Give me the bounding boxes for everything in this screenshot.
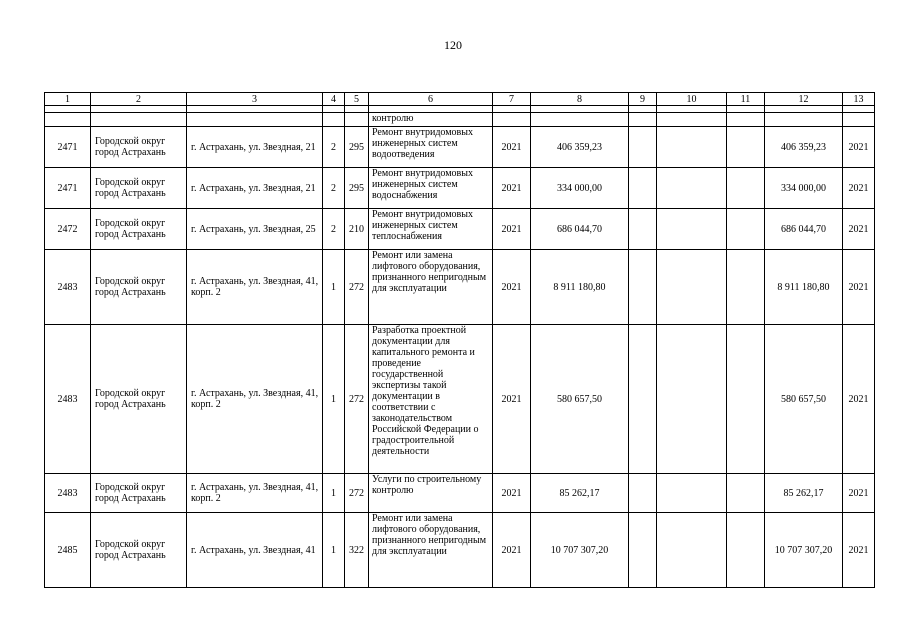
column-11-cell — [727, 127, 765, 168]
municipality-cell: Городской округ город Астрахань — [91, 513, 187, 588]
cost-cell: 580 657,50 — [531, 325, 629, 474]
work-type-cell: Ремонт или замена лифтового оборудования, признанного непригодным для эксплуатации — [369, 250, 493, 325]
column-4-cell: 1 — [323, 325, 345, 474]
completion-year-cell: 2021 — [843, 513, 875, 588]
house-number-cell: 2472 — [45, 209, 91, 250]
house-number-cell: 2471 — [45, 127, 91, 168]
column-10-cell — [657, 250, 727, 325]
total-cost-cell: 406 359,23 — [765, 127, 843, 168]
column-9-cell — [629, 127, 657, 168]
work-type-cell: контролю — [369, 113, 493, 127]
work-type-cell: Услуги по строительному контролю — [369, 474, 493, 513]
column-10-cell — [657, 513, 727, 588]
column-10-cell — [657, 168, 727, 209]
table-row — [45, 325, 875, 474]
house-number-cell: 2485 — [45, 513, 91, 588]
column-11-cell — [727, 209, 765, 250]
column-header: 11 — [727, 93, 765, 106]
address-cell: г. Астрахань, ул. Звездная, 21 — [187, 168, 323, 209]
cost-cell: 686 044,70 — [531, 209, 629, 250]
column-header: 5 — [345, 93, 369, 106]
column-10-cell — [657, 127, 727, 168]
address-cell: г. Астрахань, ул. Звездная, 41, корп. 2 — [187, 474, 323, 513]
column-5-cell: 210 — [345, 209, 369, 250]
cost-cell: 10 707 307,20 — [531, 513, 629, 588]
table-row — [45, 168, 875, 209]
column-header: 7 — [493, 93, 531, 106]
year-cell: 2021 — [493, 325, 531, 474]
column-5-cell: 295 — [345, 127, 369, 168]
column-10-cell — [657, 474, 727, 513]
column-10-cell — [657, 209, 727, 250]
table-row — [45, 127, 875, 168]
completion-year-cell: 2021 — [843, 325, 875, 474]
column-header: 10 — [657, 93, 727, 106]
work-type-cell: Ремонт внутридомовых инженерных систем водоснабжения — [369, 168, 493, 209]
table-row — [45, 209, 875, 250]
year-cell: 2021 — [493, 474, 531, 513]
completion-year-cell: 2021 — [843, 250, 875, 325]
total-cost-cell: 580 657,50 — [765, 325, 843, 474]
table-row — [45, 250, 875, 325]
column-header: 9 — [629, 93, 657, 106]
column-4-cell: 2 — [323, 127, 345, 168]
column-header: 6 — [369, 93, 493, 106]
year-cell: 2021 — [493, 209, 531, 250]
work-type-cell: Ремонт внутридомовых инженерных систем теплоснабжения — [369, 209, 493, 250]
column-9-cell — [629, 513, 657, 588]
total-cost-cell: 10 707 307,20 — [765, 513, 843, 588]
completion-year-cell: 2021 — [843, 127, 875, 168]
column-11-cell — [727, 513, 765, 588]
column-11-cell — [727, 474, 765, 513]
cost-cell: 334 000,00 — [531, 168, 629, 209]
house-number-cell: 2483 — [45, 325, 91, 474]
year-cell: 2021 — [493, 513, 531, 588]
completion-year-cell: 2021 — [843, 168, 875, 209]
column-header: 2 — [91, 93, 187, 106]
cost-cell: 406 359,23 — [531, 127, 629, 168]
year-cell: 2021 — [493, 168, 531, 209]
column-11-cell — [727, 168, 765, 209]
column-5-cell: 322 — [345, 513, 369, 588]
repair-program-table — [44, 92, 875, 588]
municipality-cell: Городской округ город Астрахань — [91, 474, 187, 513]
column-header: 1 — [45, 93, 91, 106]
municipality-cell: Городской округ город Астрахань — [91, 168, 187, 209]
municipality-cell: Городской округ город Астрахань — [91, 250, 187, 325]
completion-year-cell: 2021 — [843, 474, 875, 513]
column-9-cell — [629, 168, 657, 209]
column-11-cell — [727, 250, 765, 325]
cost-cell: 85 262,17 — [531, 474, 629, 513]
column-10-cell — [657, 325, 727, 474]
column-11-cell — [727, 325, 765, 474]
address-cell: г. Астрахань, ул. Звездная, 25 — [187, 209, 323, 250]
column-header: 3 — [187, 93, 323, 106]
municipality-cell: Городской округ город Астрахань — [91, 209, 187, 250]
header-spacer-row — [45, 106, 875, 113]
column-number-header — [45, 93, 875, 106]
column-header: 8 — [531, 93, 629, 106]
total-cost-cell: 334 000,00 — [765, 168, 843, 209]
municipality-cell: Городской округ город Астрахань — [91, 127, 187, 168]
column-4-cell: 1 — [323, 474, 345, 513]
column-header: 13 — [843, 93, 875, 106]
house-number-cell: 2483 — [45, 474, 91, 513]
address-cell: г. Астрахань, ул. Звездная, 41 — [187, 513, 323, 588]
column-5-cell: 295 — [345, 168, 369, 209]
table-row — [45, 513, 875, 588]
completion-year-cell: 2021 — [843, 209, 875, 250]
column-5-cell: 272 — [345, 250, 369, 325]
column-4-cell: 2 — [323, 168, 345, 209]
page-number: 120 — [444, 38, 462, 52]
total-cost-cell: 686 044,70 — [765, 209, 843, 250]
column-9-cell — [629, 325, 657, 474]
column-5-cell: 272 — [345, 474, 369, 513]
continuation-row — [45, 113, 875, 127]
address-cell: г. Астрахань, ул. Звездная, 41, корп. 2 — [187, 250, 323, 325]
column-4-cell: 2 — [323, 209, 345, 250]
total-cost-cell: 85 262,17 — [765, 474, 843, 513]
year-cell: 2021 — [493, 250, 531, 325]
work-type-cell: Ремонт или замена лифтового оборудования, признанного непригодным для эксплуатации — [369, 513, 493, 588]
municipality-cell: Городской округ город Астрахань — [91, 325, 187, 474]
column-4-cell: 1 — [323, 250, 345, 325]
table-row — [45, 474, 875, 513]
cost-cell: 8 911 180,80 — [531, 250, 629, 325]
column-5-cell: 272 — [345, 325, 369, 474]
work-type-cell: Ремонт внутридомовых инженерных систем водоотведения — [369, 127, 493, 168]
house-number-cell: 2483 — [45, 250, 91, 325]
address-cell: г. Астрахань, ул. Звездная, 41, корп. 2 — [187, 325, 323, 474]
column-9-cell — [629, 474, 657, 513]
column-header: 4 — [323, 93, 345, 106]
house-number-cell: 2471 — [45, 168, 91, 209]
address-cell: г. Астрахань, ул. Звездная, 21 — [187, 127, 323, 168]
column-9-cell — [629, 250, 657, 325]
year-cell: 2021 — [493, 127, 531, 168]
total-cost-cell: 8 911 180,80 — [765, 250, 843, 325]
column-4-cell: 1 — [323, 513, 345, 588]
column-9-cell — [629, 209, 657, 250]
column-header: 12 — [765, 93, 843, 106]
work-type-cell: Разработка проектной документации для капитального ремонта и проведение государственной экспертизы такой документации в соответствии с законодательством Российской Федерации о градостроительной деятельности — [369, 325, 493, 474]
